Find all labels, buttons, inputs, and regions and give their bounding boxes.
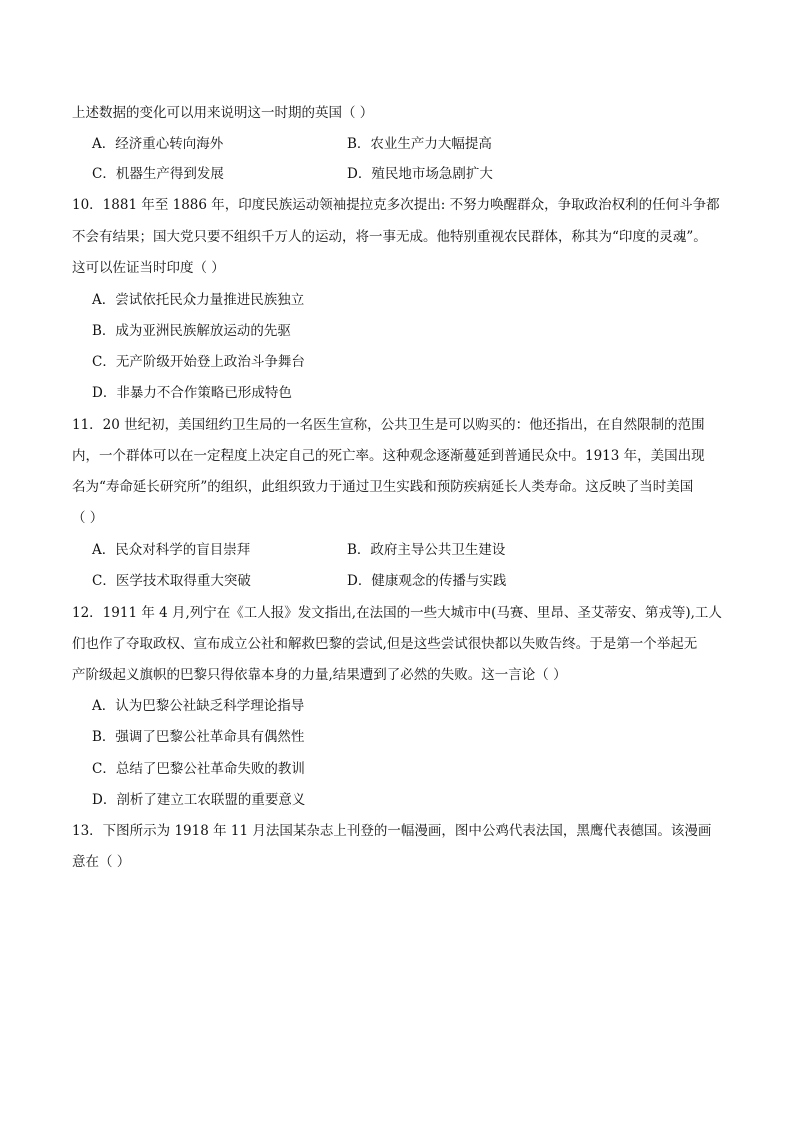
q12-line-2: 们也作了夺取政权、宣布成立公社和解救巴黎的尝试,但是这些尝试很快都以失败告终。于是第一个举起无 [72, 636, 698, 652]
q11-option-d: D．健康观念的传播与实践 [347, 573, 507, 589]
q10-option-a: A．尝试依托民众力量推进民族独立 [92, 292, 305, 308]
q9-option-b: B．农业生产力大幅提高 [347, 136, 492, 152]
q11-line-4: （ ） [72, 510, 104, 526]
q11-line-1: 11．20 世纪初，美国纽约卫生局的一名医生宣称，公共卫生是可以购买的：他还指出，在自然限制的范围 [72, 417, 705, 433]
q10-line-3: 这可以佐证当时印度（ ） [72, 260, 225, 276]
q12-option-b: B．强调了巴黎公社革命具有偶然性 [92, 729, 305, 745]
q13-line-2: 意在（ ） [72, 854, 131, 870]
q12-line-3: 产阶级起义旗帜的巴黎只得依靠本身的力量,结果遭到了必然的失败。这一言论（ ） [72, 667, 567, 683]
q10-line-1: 10．1881 年至 1886 年，印度民族运动领袖提拉克多次提出: 不努力唤醒群众，争取政治权利的任何斗争都 [72, 197, 720, 213]
q12-option-a: A．认为巴黎公社缺乏科学理论指导 [92, 698, 305, 714]
q12-option-d: D．剖析了建立工农联盟的重要意义 [92, 792, 306, 808]
q12-line-1: 12．1911 年 4 月,列宁在《工人报》发文指出,在法国的一些大城市中(马赛、里昂、圣艾蒂安、第戎等),工人 [72, 605, 722, 621]
q12-option-c: C．总结了巴黎公社革命失败的教训 [92, 761, 305, 777]
q9-stem: 上述数据的变化可以用来说明这一时期的英国（ ） [72, 105, 374, 121]
q9-option-d: D．殖民地市场急剧扩大 [347, 166, 493, 182]
q11-option-a: A．民众对科学的盲目崇拜 [92, 542, 251, 558]
q10-option-d: D．非暴力不合作策略已形成特色 [92, 385, 292, 401]
q11-option-b: B．政府主导公共卫生建设 [347, 542, 506, 558]
q9-option-c: C．机器生产得到发展 [92, 166, 224, 182]
q11-line-3: 名为“寿命延长研究所”的组织，此组织致力于通过卫生实践和预防疾病延长人类寿命。这反映了当时美国 [72, 479, 694, 495]
q10-line-2: 不会有结果；国大党只要不组织千万人的运动，将一事无成。他特别重视农民群体，称其为“印度的灵魂”。 [72, 229, 707, 245]
q10-option-b: B．成为亚洲民族解放运动的先驱 [92, 323, 291, 339]
q9-option-a: A．经济重心转向海外 [92, 136, 224, 152]
q11-line-2: 内，一个群体可以在一定程度上决定自己的死亡率。这种观念逐渐蔓延到普通民众中。1913 年，美国出现 [72, 448, 705, 464]
q13-line-1: 13．下图所示为 1918 年 11 月法国某杂志上刊登的一幅漫画，图中公鸡代表法国，黑鹰代表德国。该漫画 [72, 823, 712, 839]
q11-option-c: C．医学技术取得重大突破 [92, 573, 251, 589]
q10-option-c: C．无产阶级开始登上政治斗争舞台 [92, 354, 305, 370]
